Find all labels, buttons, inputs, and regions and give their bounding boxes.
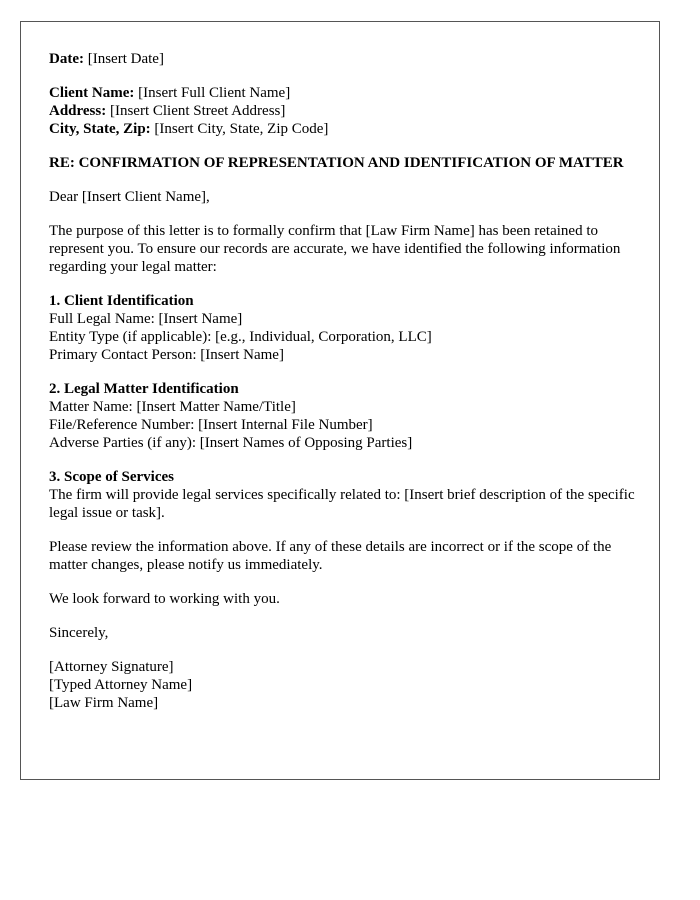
signature-line: [Attorney Signature]	[49, 659, 174, 675]
letter-page	[20, 21, 660, 780]
client-address-line	[49, 102, 639, 120]
closing-line: We look forward to working with you.	[49, 591, 280, 607]
section-matter-identification	[49, 380, 639, 452]
section-1-line: Primary Contact Person: [Insert Name]	[49, 347, 284, 363]
signature-block	[49, 658, 639, 712]
client-address-label: Address:	[49, 103, 107, 119]
section-1-heading: 1. Client Identification	[49, 293, 194, 309]
client-name-value: [Insert Full Client Name]	[134, 85, 291, 101]
section-3-text: The firm will provide legal services specifically related to: [Insert brief description of the specific legal issue or task].	[49, 487, 635, 521]
client-city-label: City, State, Zip:	[49, 121, 151, 137]
section-1-line: Full Legal Name: [Insert Name]	[49, 311, 243, 327]
subject-line: RE: CONFIRMATION OF REPRESENTATION AND IDENTIFICATION OF MATTER	[49, 155, 624, 171]
section-2-heading: 2. Legal Matter Identification	[49, 381, 239, 397]
client-info	[49, 84, 639, 138]
intro-paragraph: The purpose of this letter is to formally confirm that [Law Firm Name] has been retained to represent you. To ensure our records are accurate, we have identified the following information regarding your legal matter:	[49, 223, 621, 275]
client-name-line	[49, 84, 639, 102]
date-line	[49, 50, 639, 68]
date-value: [Insert Date]	[83, 51, 164, 67]
section-2-line: File/Reference Number: [Insert Internal File Number]	[49, 417, 373, 433]
typed-name-line: [Typed Attorney Name]	[49, 677, 193, 693]
date-label: Date:	[49, 51, 84, 67]
section-scope-of-services	[49, 468, 639, 522]
client-city-value: [Insert City, State, Zip Code]	[150, 121, 329, 137]
section-2-line: Adverse Parties (if any): [Insert Names of Opposing Parties]	[49, 435, 413, 451]
signoff: Sincerely,	[49, 625, 109, 641]
section-2-line: Matter Name: [Insert Matter Name/Title]	[49, 399, 296, 415]
section-1-line: Entity Type (if applicable): [e.g., Individual, Corporation, LLC]	[49, 329, 432, 345]
salutation: Dear [Insert Client Name],	[49, 189, 210, 205]
client-city-line	[49, 120, 639, 138]
client-name-label: Client Name:	[49, 85, 135, 101]
client-address-value: [Insert Client Street Address]	[106, 103, 286, 119]
section-client-identification	[49, 292, 639, 364]
firm-name-line: [Law Firm Name]	[49, 695, 159, 711]
section-3-heading: 3. Scope of Services	[49, 469, 174, 485]
review-paragraph: Please review the information above. If any of these details are incorrect or if the scope of the matter changes, please notify us immediately.	[49, 539, 612, 573]
